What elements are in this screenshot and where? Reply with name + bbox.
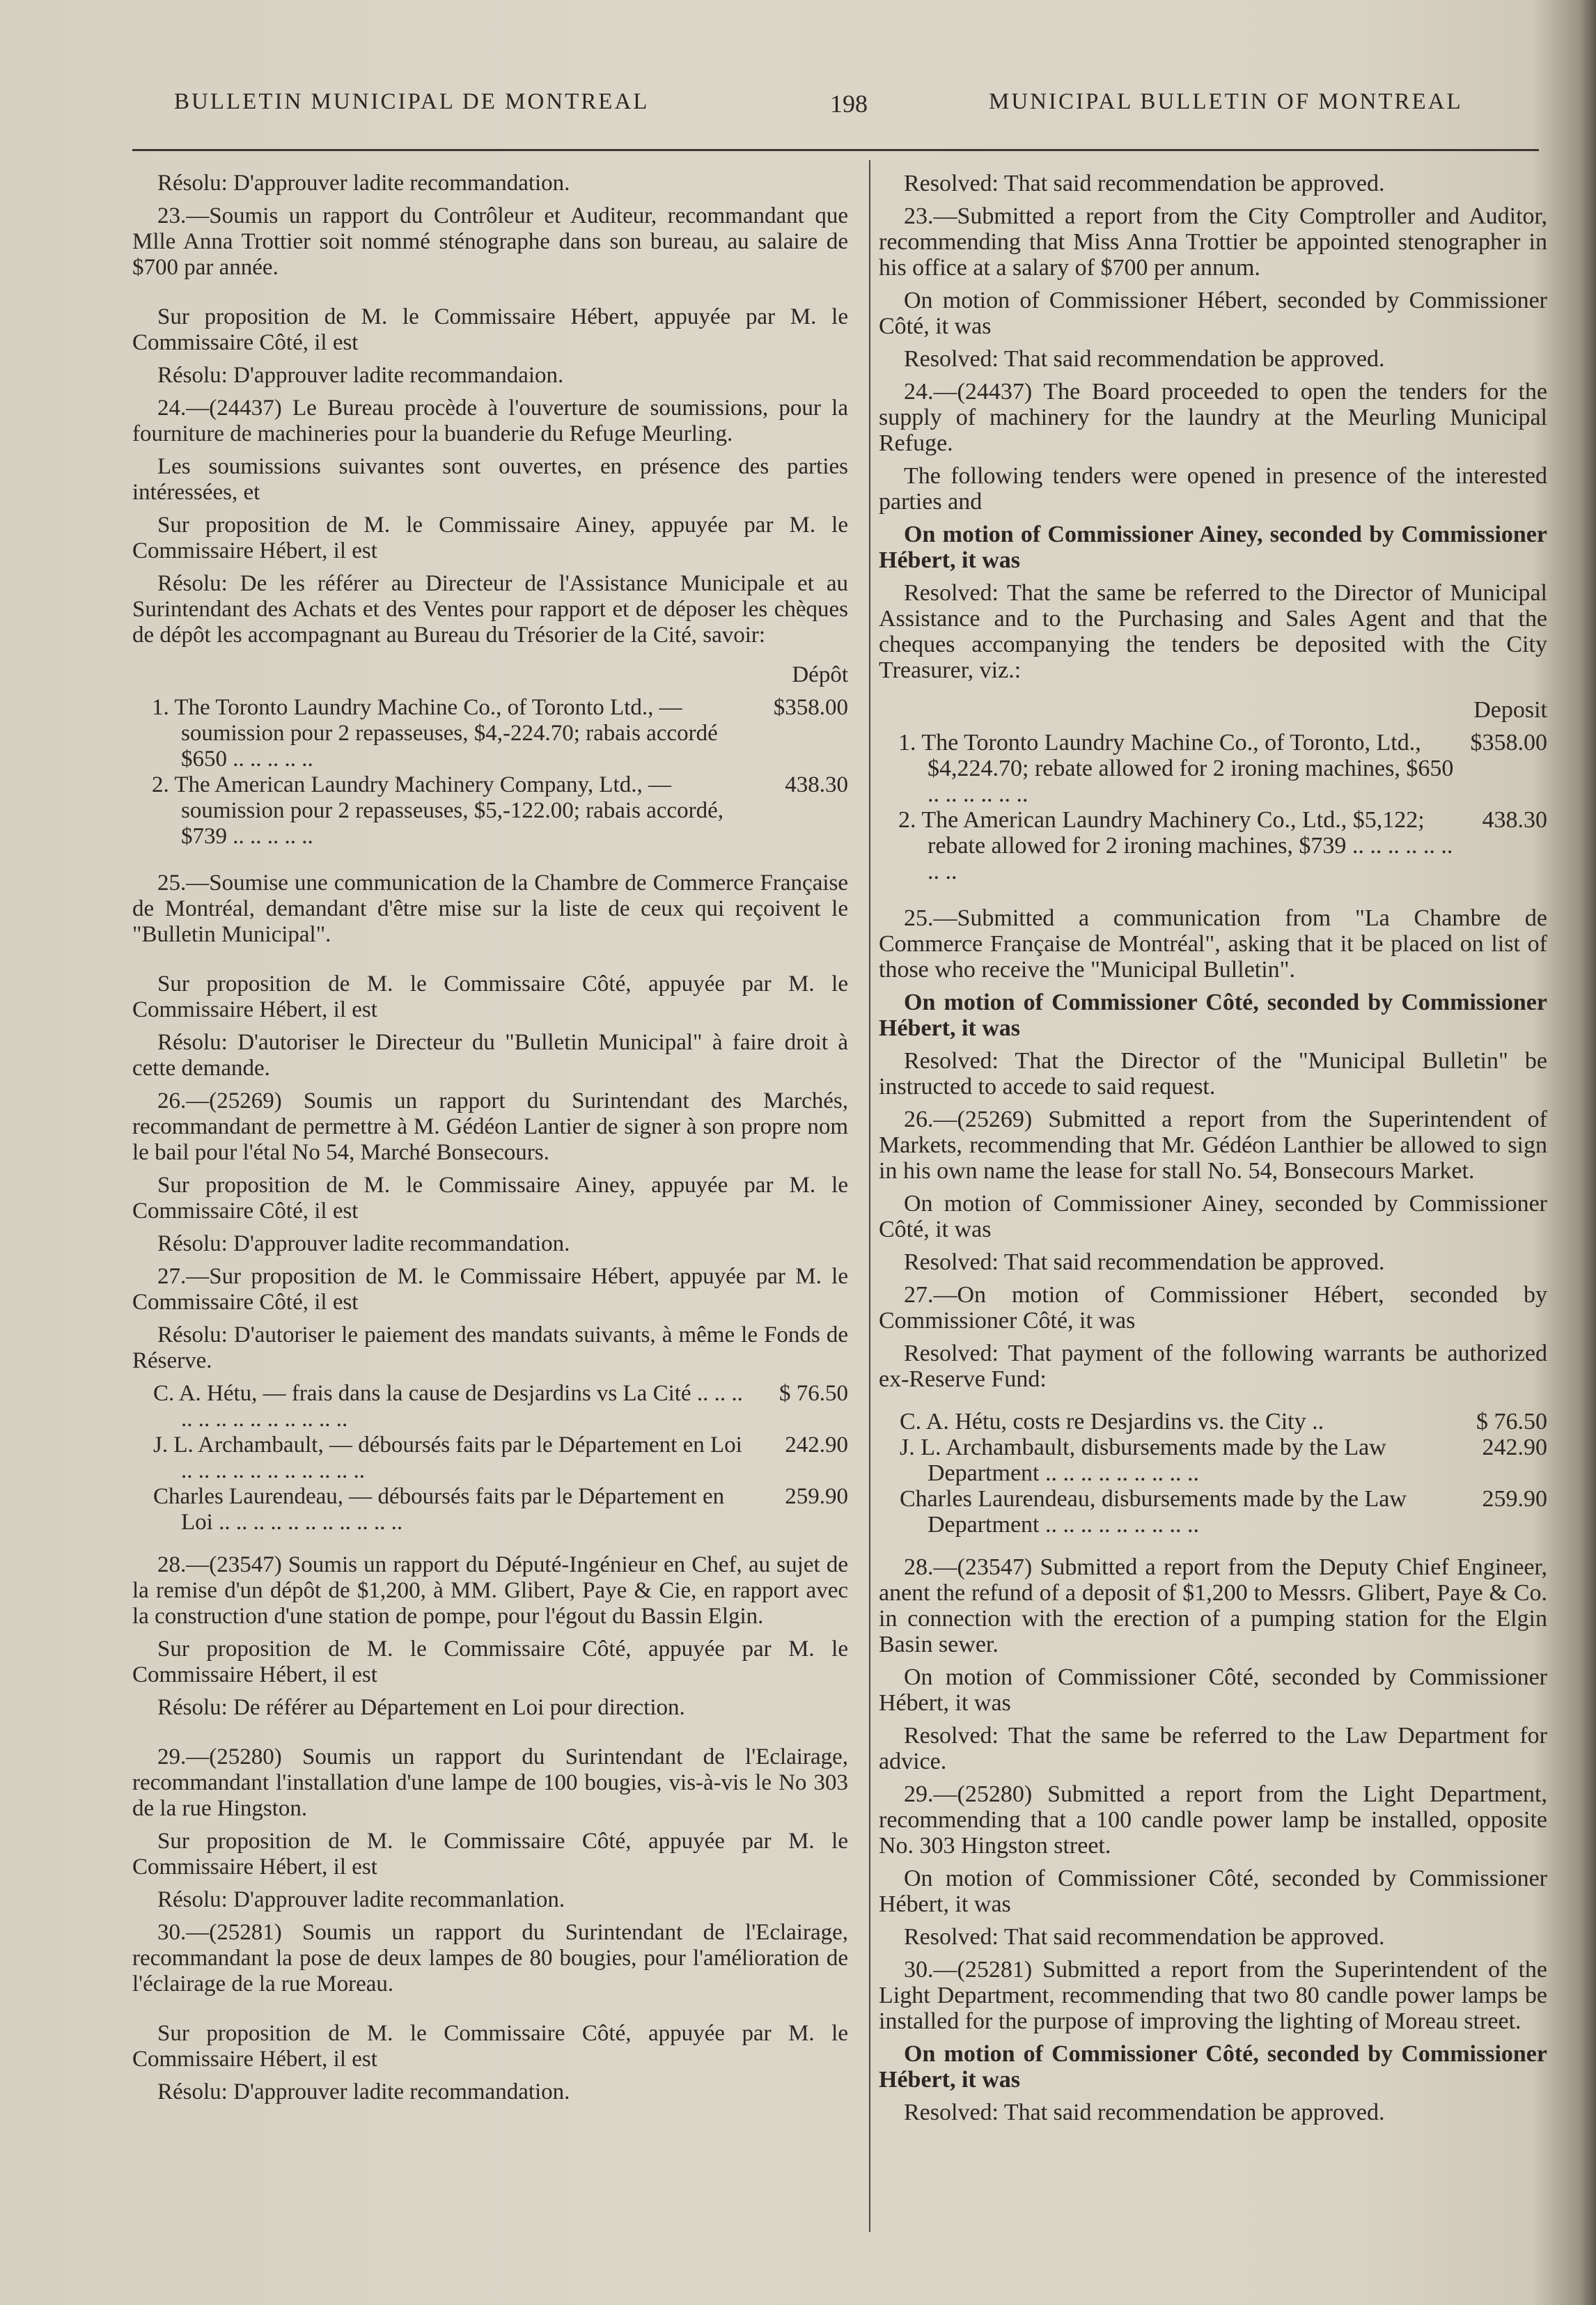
tender-label: 1. The Toronto Laundry Machine Co., of Toronto, Ltd., $4,224.70; rebate allowed for 2 ironing machines, $650 .. .. .. .. .. .. [898,730,1454,807]
paragraph: Resolved: That the Director of the "Municipal Bulletin" be instructed to accede to said request. [879,1048,1547,1100]
paragraph: 27.—Sur proposition de M. le Commissaire Hébert, appuyée par M. le Commissaire Côté, il est [132,1264,848,1315]
tender-row [132,772,848,850]
warrant-label: C. A. Hétu, — frais dans la cause de Desjardins vs La Cité .. .. .. .. .. .. .. .. .. .. .. .. .. [153,1381,743,1432]
header-title-french: BULLETIN MUNICIPAL DE MONTREAL [174,89,650,114]
paragraph: On motion of Commissioner Côté, seconded by Commissioner Hébert, it was [879,990,1547,1041]
paragraph: Résolu: De les référer au Directeur de l'Assistance Municipale et au Surintendant des Achats et des Ventes pour rapport et de déposer les chèques de dépôt les accompagnant au Bureau du Trésorier de la Cité, savoir: [132,571,848,648]
paragraph: 27.—On motion of Commissioner Hébert, seconded by Commissioner Côté, it was [879,1282,1547,1334]
warrant-amount: $ 76.50 [779,1381,848,1406]
tender-amount: $358.00 [773,695,848,720]
warrant-row [879,1486,1547,1538]
tender-row [132,695,848,772]
paragraph: Résolu: D'approuver ladite recommanlation. [157,1887,565,1912]
paragraph: Sur proposition de M. le Commissaire Côté, appuyée par M. le Commissaire Hébert, il est [132,1636,848,1687]
warrant-label: Charles Laurendeau, — déboursés faits par le Département en Loi .. .. .. .. .. .. .. .. .. .. .. [153,1484,725,1535]
paragraph: Resolved: That said recommendation be approved. [904,171,1385,196]
paragraph: 29.—(25280) Submitted a report from the Light Department, recommending that a 100 candle power lamp be installed, opposite No. 303 Hingston street. [879,1781,1547,1859]
english-column [879,171,1547,2132]
paragraph: Les soumissions suivantes sont ouvertes, en présence des parties intéressées, et [132,454,848,505]
paragraph: Résolu: D'approuver ladite recommandation. [157,171,570,196]
warrant-label: C. A. Hétu, costs re Desjardins vs. the City .. [900,1409,1324,1435]
tender-row [879,807,1547,884]
paragraph: Resolved: That the same be referred to the Director of Municipal Assistance and to the Purchasing and Sales Agent and that the cheques accompanying the tenders be deposited with the City Treasurer, viz.: [879,580,1547,683]
tender-row [879,730,1547,807]
paragraph: 30.—(25281) Submitted a report from the Superintendent of the Light Department, recommending that two 80 candle power lamps be installed for the purpose of improving the lighting of Moreau street. [879,1957,1547,2034]
paragraph: Sur proposition de M. le Commissaire Ainey, appuyée par M. le Commissaire Côté, il est [132,1173,848,1224]
paragraph: Resolved: That said recommendation be approved. [904,1924,1385,1950]
paragraph: On motion of Commissioner Côté, seconded by Commissioner Hébert, it was [879,1664,1547,1716]
paragraph: 30.—(25281) Soumis un rapport du Surintendant de l'Eclairage, recommandant la pose de deux lampes de 80 bougies, pour l'amélioration de l'éclairage de la rue Moreau. [132,1920,848,1997]
column-divider [869,160,870,2232]
paragraph: On motion of Commissioner Hébert, seconded by Commissioner Côté, it was [879,288,1547,339]
paragraph: Résolu: D'approuver ladite recommandation. [157,1231,570,1256]
paragraph: 28.—(23547) Soumis un rapport du Député-Ingénieur en Chef, au sujet de la remise d'un dépôt de $1,200, à MM. Glibert, Paye & Cie, en rapport avec la construction d'une station de pompe, pour l'égout du Bassin Elgin. [132,1552,848,1629]
paragraph: Résolu: D'autoriser le Directeur du "Bulletin Municipal" à faire droit à cette demande. [132,1030,848,1081]
tender-column-header: Dépôt [792,662,848,687]
tender-label: 2. The American Laundry Machinery Co., Ltd., $5,122; rebate allowed for 2 ironing machines, $739 .. .. .. .. .. .. .. .. [898,807,1453,884]
paragraph: On motion of Commissioner Côté, seconded by Commissioner Hébert, it was [879,1866,1547,1917]
paragraph: Resolved: That said recommendation be approved. [904,2100,1385,2125]
warrant-label: J. L. Archambault, — déboursés faits par le Département en Loi .. .. .. .. .. .. .. .. .. .. .. [153,1432,742,1483]
paragraph: 25.—Soumise une communication de la Chambre de Commerce Française de Montréal, demandant d'être mise sur la liste de ceux qui reçoivent le "Bulletin Municipal". [132,870,848,947]
warrant-row [132,1484,848,1536]
tender-label: 1. The Toronto Laundry Machine Co., of Toronto Ltd., — soumission pour 2 repasseuses, $4,-224.70; rabais accordé $650 .. .. .. .. .. [152,695,718,772]
paragraph: Sur proposition de M. le Commissaire Côté, appuyée par M. le Commissaire Hébert, il est [132,1829,848,1880]
tender-amount: 438.30 [785,772,848,797]
paragraph: Résolu: D'autoriser le paiement des mandats suivants, à même le Fonds de Réserve. [132,1322,848,1373]
tender-column-header: Deposit [1473,697,1547,723]
warrant-row [132,1381,848,1432]
paragraph: Résolu: D'approuver ladite recommandaion. [157,363,564,388]
tender-amount: 438.30 [1482,807,1547,833]
warrant-row [879,1435,1547,1486]
warrant-amount: 242.90 [1482,1435,1547,1460]
paragraph: 24.—(24437) Le Bureau procède à l'ouverture de soumissions, pour la fourniture de machineries pour la buanderie du Refuge Meurling. [132,396,848,446]
tender-label: 2. The American Laundry Machinery Company, Ltd., — soumission pour 2 repasseuses, $5,-122.00; rabais accordé, $739 .. .. .. .. .. [152,772,723,849]
paragraph: 28.—(23547) Submitted a report from the Deputy Chief Engineer, anent the refund of a deposit of $1,200 to Messrs. Glibert, Paye & Co. in connection with the erection of a pumping station for the Elgin Basin sewer. [879,1554,1547,1657]
paragraph: On motion of Commissioner Ainey, seconded by Commissioner Hébert, it was [879,522,1547,573]
header-title-english: MUNICIPAL BULLETIN OF MONTREAL [989,89,1463,114]
paragraph: 23.—Soumis un rapport du Contrôleur et Auditeur, recommandant que Mlle Anna Trottier soit nommé sténographe dans son bureau, au salaire de $700 par année. [132,203,848,280]
paragraph: Resolved: That payment of the following warrants be authorized ex-Reserve Fund: [879,1341,1547,1392]
paragraph: Resolved: That the same be referred to the Law Department for advice. [879,1723,1547,1774]
french-column [132,171,848,2112]
warrant-amount: 259.90 [785,1484,848,1509]
warrant-amount: 242.90 [785,1432,848,1458]
paragraph: Résolu: D'approuver ladite recommandation. [157,2079,570,2104]
paragraph: Résolu: De référer au Département en Loi pour direction. [157,1695,685,1720]
tender-amount: $358.00 [1470,730,1547,756]
paragraph: The following tenders were opened in presence of the interested parties and [879,463,1547,515]
paragraph: 26.—(25269) Submitted a report from the Superintendent of Markets, recommending that Mr. Gédéon Lanthier be allowed to sign in his own name the lease for stall No. 54, Bonsecours Market. [879,1107,1547,1184]
paragraph: 25.—Submitted a communication from "La Chambre de Commerce Française de Montréal", asking that it be placed on list of those who receive the "Municipal Bulletin". [879,905,1547,983]
warrant-label: J. L. Archambault, disbursements made by the Law Department .. .. .. .. .. .. .. .. .. [900,1435,1386,1486]
header-rule [132,149,1539,151]
warrant-amount: $ 76.50 [1476,1409,1547,1435]
warrant-amount: 259.90 [1482,1486,1547,1512]
paragraph: On motion of Commissioner Ainey, seconded by Commissioner Côté, it was [879,1191,1547,1242]
page-number: 198 [830,90,868,118]
running-header [0,89,1596,124]
paragraph: Sur proposition de M. le Commissaire Côté, appuyée par M. le Commissaire Hébert, il est [132,971,848,1022]
paragraph: Resolved: That said recommendation be approved. [904,1249,1385,1275]
paragraph: Sur proposition de M. le Commissaire Ainey, appuyée par M. le Commissaire Hébert, il est [132,513,848,563]
paragraph: 23.—Submitted a report from the City Comptroller and Auditor, recommending that Miss Anna Trottier be appointed stenographer in his office at a salary of $700 per annum. [879,203,1547,281]
paragraph: Sur proposition de M. le Commissaire Hébert, appuyée par M. le Commissaire Côté, il est [132,304,848,355]
paragraph: 29.—(25280) Soumis un rapport du Surintendant de l'Eclairage, recommandant l'installation d'une lampe de 100 bougies, vis-à-vis le No 303 de la rue Hingston. [132,1744,848,1821]
warrant-row [132,1432,848,1484]
paragraph: Resolved: That said recommendation be approved. [904,346,1385,372]
warrant-label: Charles Laurendeau, disbursements made by the Law Department .. .. .. .. .. .. .. .. .. [900,1486,1407,1538]
warrant-row [879,1409,1547,1435]
paragraph: Sur proposition de M. le Commissaire Côté, appuyée par M. le Commissaire Hébert, il est [132,2021,848,2072]
paragraph: 26.—(25269) Soumis un rapport du Surintendant des Marchés, recommandant de permettre à M. Gédéon Lantier de signer à son propre nom le bail pour l'étal No 54, Marché Bonsecours. [132,1088,848,1165]
paragraph: 24.—(24437) The Board proceeded to open the tenders for the supply of machinery for the laundry at the Meurling Municipal Refuge. [879,379,1547,456]
paragraph: On motion of Commissioner Côté, seconded by Commissioner Hébert, it was [879,2041,1547,2093]
